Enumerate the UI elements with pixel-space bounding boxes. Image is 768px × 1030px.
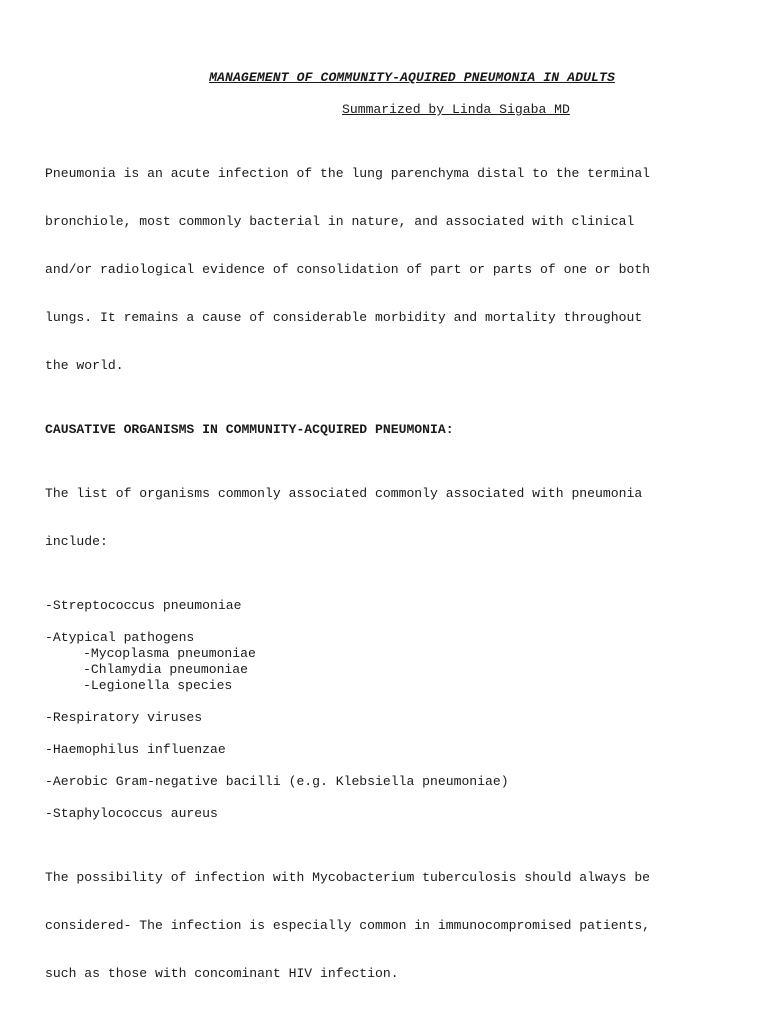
closing-line: considered- The infection is especially common in immunocompromised patients, bbox=[45, 918, 651, 933]
organism-subitem: -Mycoplasma pneumoniae bbox=[83, 646, 256, 661]
organism-label: -Streptococcus pneumoniae bbox=[45, 598, 242, 613]
list-item bbox=[45, 630, 735, 694]
organism-label: -Respiratory viruses bbox=[45, 710, 203, 725]
organism-label: -Staphylococcus aureus bbox=[45, 806, 218, 821]
intro-paragraph bbox=[45, 134, 735, 406]
organism-subitem: -Legionella species bbox=[83, 678, 233, 693]
intro-line: bronchiole, most commonly bacterial in nature, and associated with clinical bbox=[45, 214, 635, 229]
document-author: Summarized by Linda Sigaba MD bbox=[342, 102, 570, 117]
intro-line: lungs. It remains a cause of considerable morbidity and mortality throughout bbox=[45, 310, 643, 325]
title-row bbox=[45, 70, 735, 86]
list-item bbox=[45, 598, 735, 614]
document-title: MANAGEMENT OF COMMUNITY-AQUIRED PNEUMONIA IN ADULTS bbox=[209, 70, 615, 85]
section-heading: CAUSATIVE ORGANISMS IN COMMUNITY-ACQUIRED PNEUMONIA: bbox=[45, 422, 454, 437]
author-row bbox=[45, 102, 735, 118]
closing-paragraph bbox=[45, 838, 735, 1014]
organism-label: -Aerobic Gram-negative bacilli (e.g. Klebsiella pneumoniae) bbox=[45, 774, 509, 789]
closing-line: such as those with concominant HIV infection. bbox=[45, 966, 399, 981]
list-intro-line: include: bbox=[45, 534, 108, 549]
list-item bbox=[45, 774, 735, 790]
intro-line: Pneumonia is an acute infection of the lung parenchyma distal to the terminal bbox=[45, 166, 651, 181]
intro-line: and/or radiological evidence of consolidation of part or parts of one or both bbox=[45, 262, 651, 277]
document-page bbox=[45, 70, 735, 1030]
list-item bbox=[45, 710, 735, 726]
intro-line: the world. bbox=[45, 358, 124, 373]
list-item bbox=[45, 806, 735, 822]
list-intro-paragraph bbox=[45, 454, 735, 582]
organism-label: -Atypical pathogens bbox=[45, 630, 195, 645]
closing-line: The possibility of infection with Mycobacterium tuberculosis should always be bbox=[45, 870, 651, 885]
organism-list bbox=[45, 598, 735, 822]
list-intro-line: The list of organisms commonly associated commonly associated with pneumonia bbox=[45, 486, 643, 501]
organism-label: -Haemophilus influenzae bbox=[45, 742, 226, 757]
list-item bbox=[45, 742, 735, 758]
organism-subitem: -Chlamydia pneumoniae bbox=[83, 662, 249, 677]
